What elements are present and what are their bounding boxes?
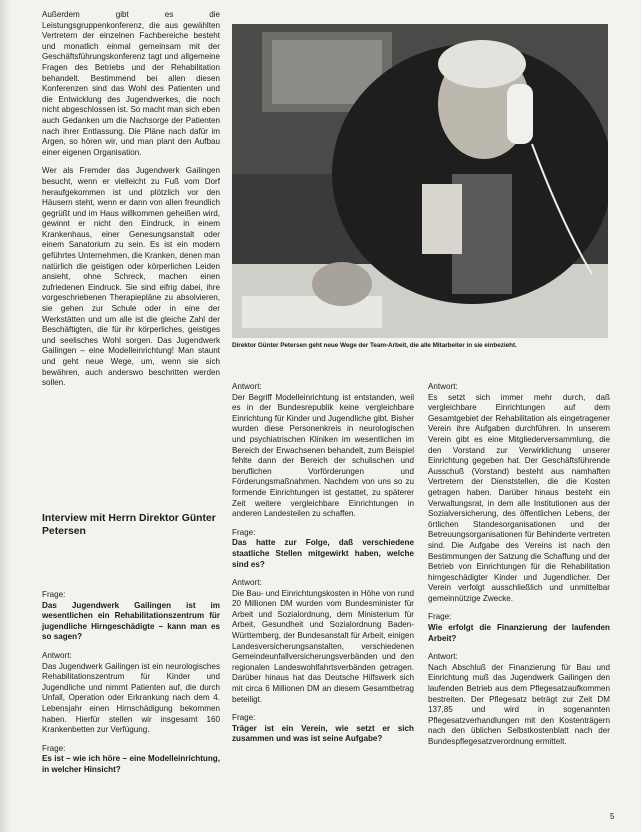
interview-heading: Interview mit Herrn Direktor Günter Petersen bbox=[42, 513, 216, 537]
interview-question: Das Jugendwerk Gailingen ist im wesentlichen ein Rehabilitationszentrum für jugendliche Hirngeschädigte – kann man es so sagen? bbox=[42, 600, 220, 642]
column-1-bottom bbox=[42, 588, 220, 784]
interview-question: Träger ist ein Verein, wie setzt er sich zusammen und was ist seine Aufgabe? bbox=[232, 723, 414, 744]
page-gutter-shadow bbox=[0, 0, 10, 832]
paragraph: Außerdem gibt es die Leistungsgruppenkonferenz, die aus gewählten Vertretern der einzelnen Fachbereiche besteht und monatlich einmal gemeinsam mit der Geschäftsführungskonferenz tagt und allgemeine Fragen des Betriebs und der Rehabilitation behandelt. Bestimmend bei allen diesen Konferenzen sind das Wohl des Patienten und die Entwicklung des Jugendwerkes, die noch nicht abgeschlossen ist. So macht man sich eben auch Gedanken um die Nachsorge der Patienten nach ihrer Entlassung. Die Pläne nach dafür im Argen, so hören wir, und man plant den Aufbau einer eigenen Organisation. bbox=[42, 10, 220, 157]
interview-answer: Nach Abschluß der Finanzierung für Bau und Einrichtung muß das Jugendwerk Gailingen den laufenden Betrieb aus dem Pflegesatzaufkommen bestreiten. Der Pflegesatz beträgt zur Zeit DM 137,85 und wird in sogenannten Pflegesatzverhandlungen mit den Kostenträgern nach den üblichen Selbstkostenblatt nach der Bundespflegesatzverordnung ermittelt. bbox=[428, 662, 610, 746]
interview-question: Wie erfolgt die Finanzierung der laufenden Arbeit? bbox=[428, 623, 610, 643]
interview-question: Das hatte zur Folge, daß verschiedene staatliche Stellen mitgewirkt haben, welche sind es? bbox=[232, 538, 414, 569]
antwort-label: Antwort: bbox=[42, 650, 72, 660]
page-number: 5 bbox=[610, 812, 615, 821]
director-photo bbox=[232, 24, 608, 338]
frage-label: Frage: bbox=[42, 743, 66, 753]
interview-answer: Der Begriff Modelleinrichtung ist entstanden, weil es in der Bundesrepublik keine vergleichbare Einrichtung für Kinder und Jugendliche gibt. Bisher wurden diese Personenkreis in neurologischen und psychiatrischen Kliniken im wesentlichen im Bereich der Erwachsenen behandelt, zum Beispiel fehlte dann der Bereich der schulischen und beruflichen Vorförderungen und Förderungsmaßnahmen. Nachdem von uns so zu formende Einrichtungen ist gestattet, zu späterer Zeit weitere vergleichbare Einrichtungen in anderen Landesteilen zu schaffen. bbox=[232, 392, 414, 519]
interview-answer: Die Bau- und Einrichtungskosten in Höhe von rund 20 Millionen DM wurden vom Bundesminister für Arbeit und Sozialordnung, dem Ministerium für Arbeit, Gesundheit und Sozialordnung Baden-Württemberg, der Bundesanstalt für Arbeit, einigen Landesversicherungsanstalten, verschiedenen Gemeindeunfallversicherungsverbänden und den regionalen Landeswohlfahrtsverbänden getragen. Darüber hinaus hat das Deutsche Hilfswerk sich mit circa 6 Millionen DM an diesem Gesamtbetrag beteiligt. bbox=[232, 588, 414, 704]
frage-label: Frage: bbox=[42, 590, 66, 599]
column-2 bbox=[232, 380, 414, 753]
frage-label: Frage: bbox=[232, 713, 256, 723]
photo-caption: Direktor Günter Petersen geht neue Wege der Team-Arbeit, die alle Mitarbeiter in sie einbezieht. bbox=[232, 342, 517, 349]
antwort-label: Antwort: bbox=[428, 382, 458, 391]
antwort-label: Antwort: bbox=[232, 382, 262, 391]
interview-answer: Es setzt sich immer mehr durch, daß vergleichbare Einrichtungen auf dem Gesamtgebiet der Rehabilitation als eingetragener Verein ihre Aufgaben durchführen. In unserem Verein gibt es eine Mitgliederversammlung, die den Vorstand zur Verwirklichung unserer Einrichtung gegeben hat. Der Geschäftsführende Ausschuß (Vorstand) besteht aus namhaften Vertretern der Dienststellen, die die Kosten getragen haben. Darüber hinaus besteht ein Verwaltungsrat, in dem alle Institutionen aus der Sozialversicherung, des öffentlichen Lebens, der örtlichen Standesorganisationen und der Betreuungsorganisationen für Behinderte vertreten sind. Die Aufgabe des Vereins ist nach den Bestimmungen der Satzung die Schaffung und der Betrieb von Einrichtungen für die Rehabilitation hirngeschädigter Kinder und Jugendlicher. Der Verein verfolgt ausschließlich und unmittelbar gemeinnützige Zwecke. bbox=[428, 392, 610, 603]
interview-answer: Das Jugendwerk Gailingen ist ein neurologisches Rehabilitationszentrum für Kinder und Jugendliche und nimmt Patienten auf, die durch Unfall, Operation oder Erkrankung nach dem 4. Lebensjahr einen Hirnschädigung bekommen haben. Hierfür stellen wir insgesamt 160 Krankenbetten zur Verfügung. bbox=[42, 661, 220, 735]
antwort-label: Antwort: bbox=[428, 652, 458, 662]
interview-question: Es ist – wie ich höre – eine Modelleinrichtung, in welcher Hinsicht? bbox=[42, 754, 220, 774]
frage-label: Frage: bbox=[428, 612, 452, 622]
director-on-phone-illustration bbox=[232, 24, 608, 338]
column-3 bbox=[428, 380, 610, 756]
paragraph: Wer als Fremder das Jugendwerk Gailingen besucht, wenn er vielleicht zu Fuß vom Dorf heraufgekommen ist und plötzlich vor den Häusern steht, wenn er dann von allen freundlich gegrüßt und im Haus willkommen geheißen wird, gewinnt er nicht den Eindruck, in einem Krankenhaus, einer Genesungsanstalt oder einem Sanatorium zu sein. Es ist ein modern geführtes Unternehmen, die Kranken, denen man natürlich die geistigen oder körperlichen Leiden ansieht, ohne Schreck, machen einen zufriedenen Eindruck. Sie sind eifrig dabei, ihre vorgeschriebenen Therapiepläne zu absolvieren, sie gehen zur Schule oder in eine der Werkstätten und um alle ist die gleiche Zahl der Beschäftigten, die für ihr körperliches, geistiges und seelisches Wohl sorgen. Das Jugendwerk Gailingen – eine Modelleinrichtung! Man staunt und geht neue Wege, um, wenn sie sich bewähren, auch anderswo beschritten werden sollen. bbox=[42, 166, 220, 388]
column-1-top bbox=[42, 10, 220, 397]
antwort-label: Antwort: bbox=[232, 578, 262, 588]
frage-label: Frage: bbox=[232, 527, 256, 537]
